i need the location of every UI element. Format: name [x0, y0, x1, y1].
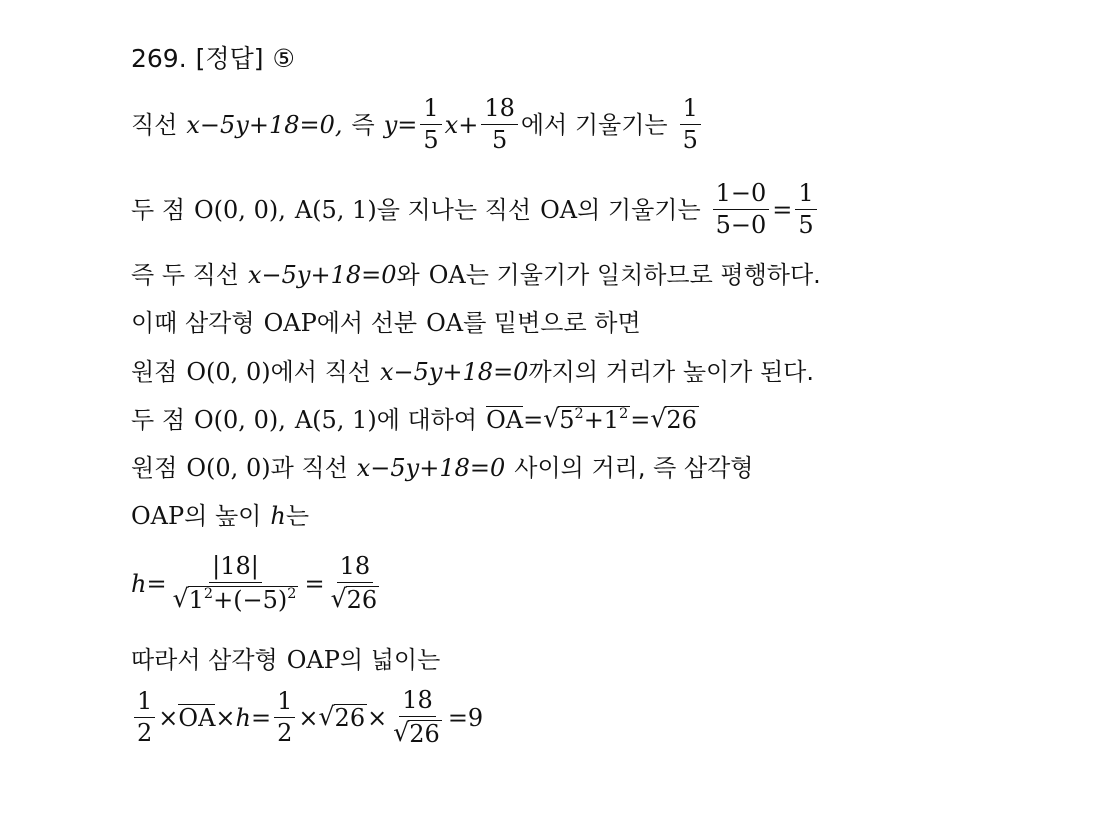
fraction: 18 √ 26	[393, 686, 440, 749]
text: 에 대하여	[376, 405, 478, 434]
answer-label: [정답]	[195, 44, 264, 73]
times: ×	[367, 703, 388, 732]
point-a: A(5, 1)	[294, 405, 377, 434]
text: 에서 직선	[270, 358, 371, 386]
point-o: O(0, 0)	[186, 454, 271, 482]
line-distance	[131, 456, 753, 480]
point-o: O(0, 0),	[194, 405, 286, 434]
equation: x−5y+18=0	[248, 261, 397, 289]
variable-h: h	[131, 569, 147, 598]
triangle-oap: OAP	[263, 309, 317, 337]
fraction: $\frac{18}{5}$	[481, 96, 518, 153]
times: ×	[158, 703, 179, 732]
text: 과 직선	[270, 454, 348, 482]
line-oa-length	[131, 406, 699, 433]
problem-header	[131, 46, 295, 71]
segment-oa: OA	[426, 309, 464, 337]
triangle-oap: OAP	[286, 646, 340, 674]
equals: =	[630, 405, 651, 434]
equals: =	[304, 569, 325, 598]
fraction: $\frac{1}{2}$	[134, 689, 155, 746]
square-root: √ 26	[318, 702, 366, 733]
fraction: $\frac{1}{5}$	[680, 96, 701, 153]
equals: =	[772, 195, 793, 224]
fraction: $\frac{1}{5}$	[420, 96, 441, 153]
fraction: $\frac{1}{5}$	[795, 181, 816, 238]
point-a: A(5, 1)	[294, 195, 377, 224]
text: 는 기울기가 일치하므로 평행하다.	[465, 261, 821, 289]
line-area-intro	[131, 648, 440, 672]
text: 원점	[131, 454, 178, 482]
text: 는	[285, 502, 309, 530]
line-height-calc	[131, 554, 385, 613]
fraction: $\frac{1-0}{5-0}$	[713, 181, 770, 238]
variable-h: h	[235, 703, 251, 732]
equals: =	[146, 569, 167, 598]
line-height-def	[131, 360, 814, 384]
line-slope-equation	[131, 96, 704, 153]
equals: =	[250, 703, 272, 732]
equation: y=	[383, 110, 418, 139]
text: 에서 기울기는	[520, 110, 668, 139]
text: 두 점	[131, 405, 185, 434]
text: 원점	[131, 358, 178, 386]
fraction: $\frac{1}{2}$	[274, 689, 295, 746]
line-height-label	[131, 504, 309, 528]
text: 를 밑변으로 하면	[463, 309, 641, 337]
equation: x−5y+18=0,	[186, 110, 343, 139]
triangle-oap: OAP	[131, 502, 185, 530]
text: 에서 선분	[316, 309, 418, 337]
variable-h: h	[270, 502, 286, 530]
point-o: O(0, 0),	[194, 195, 286, 224]
line-oa-slope	[131, 181, 820, 238]
text: 을 지나는 직선	[376, 195, 532, 224]
text: 의 기울기는	[577, 195, 701, 224]
text: 따라서 삼각형	[131, 646, 278, 674]
text: 즉 두 직선	[131, 261, 239, 289]
times: ×	[215, 703, 236, 732]
text: 두 점	[131, 195, 185, 224]
segment-oa: OA	[540, 195, 578, 224]
line-area-calc	[131, 688, 483, 747]
fraction: |18| √ $1^2+(-5)^2$	[172, 552, 297, 615]
fraction: 18 √ 26	[330, 552, 378, 615]
problem-number: 269.	[131, 44, 187, 73]
text: 와	[396, 261, 420, 289]
line-parallel	[131, 263, 821, 287]
segment-oa: OA	[428, 261, 466, 289]
equation: x−5y+18=0	[379, 358, 529, 386]
square-root: √ 26	[650, 404, 697, 434]
segment-oa-overline: OA	[178, 704, 216, 733]
text: 까지의 거리가 높이가 된다.	[528, 358, 814, 386]
equation: x+	[444, 110, 479, 139]
result: =9	[447, 703, 484, 732]
equals: =	[523, 405, 544, 434]
line-base	[131, 311, 641, 335]
text: 의 넓이는	[339, 646, 441, 674]
segment-oa-overline: OA	[486, 406, 524, 434]
text: 직선	[131, 110, 178, 139]
text: 즉	[351, 110, 375, 139]
answer-value: ⑤	[272, 44, 295, 73]
equation: x−5y+18=0	[356, 454, 506, 482]
square-root: √ $5^2+1^2$	[543, 404, 629, 434]
text: 이때 삼각형	[131, 309, 255, 337]
text: 사이의 거리, 즉 삼각형	[514, 454, 754, 482]
times: ×	[298, 703, 319, 732]
text: 의 높이	[184, 502, 262, 530]
point-o: O(0, 0)	[186, 358, 271, 386]
